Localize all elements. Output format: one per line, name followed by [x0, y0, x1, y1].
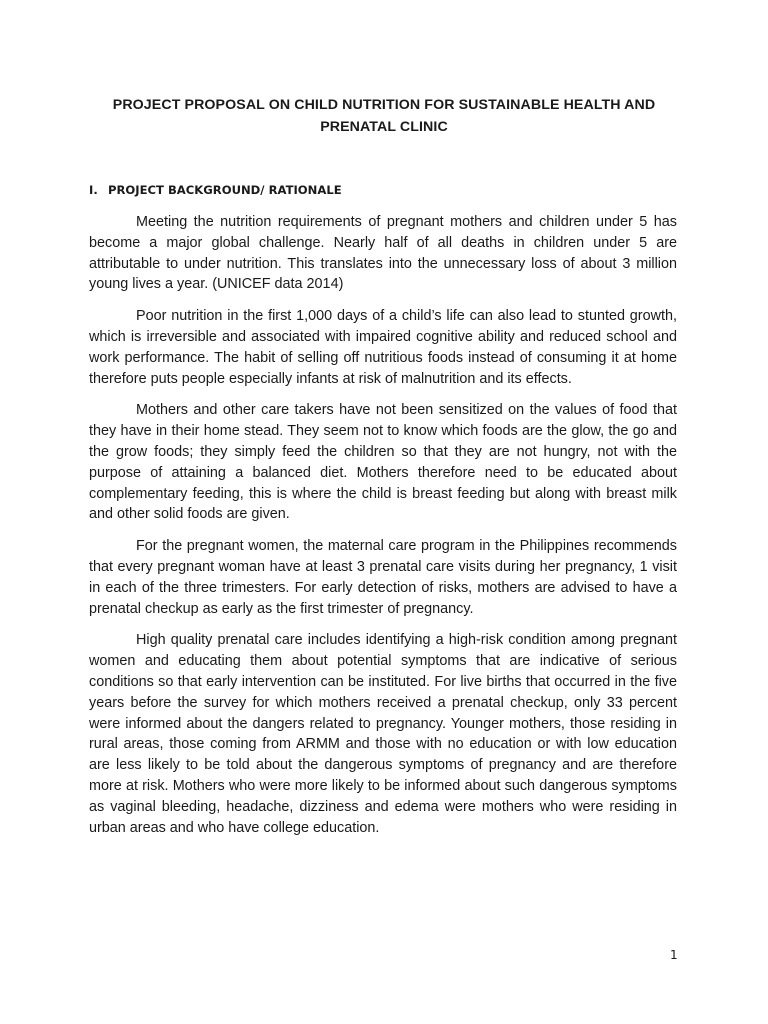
- paragraph-4: For the pregnant women, the maternal care program in the Philippines recommends that every pregnant woman have at least 3 prenatal care visits during her pregnancy, 1 visit in each of the three trimesters. For early detection of risks, mothers are advised to have a prenatal checkup as early as the first trimester of pregnancy.: [89, 538, 677, 617]
- paragraph-3: Mothers and other care takers have not been sensitized on the values of food that they have in their home stead. They seem not to know which foods are the glow, the go and the grow foods; they simply feed the children so that they are not hungry, not with the purpose of attaining a balanced diet. Mothers therefore need to be educated about complementary feeding, this is where the child is breast feeding but along with breast milk and other solid foods are given.: [89, 402, 677, 523]
- page-number: 1: [670, 948, 678, 962]
- paragraph-2: Poor nutrition in the first 1,000 days of a child’s life can also lead to stunted growth, which is irreversible and associated with impaired cognitive ability and reduced school and work performance. The habit of selling off nutritious foods instead of consuming it at home therefore puts people especially infants at risk of malnutrition and its effects.: [89, 308, 677, 387]
- section-heading-text: PROJECT BACKGROUND/ RATIONALE: [108, 183, 342, 197]
- paragraph-5: High quality prenatal care includes identifying a high-risk condition among pregnant women and educating them about potential symptoms that are indicative of serious conditions so that early intervention can be instituted. For live births that occurred in the five years before the survey for which mothers received a prenatal checkup, only 33 percent were informed about the dangers related to pregnancy. Younger mothers, those residing in rural areas, those coming from ARMM and those with no education or with low education are less likely to be told about the dangerous symptoms of pregnancy and are therefore more at risk. Mothers who were more likely to be informed about such dangerous symptoms as vaginal bleeding, headache, dizziness and edema were mothers who were residing in urban areas and who have college education.: [89, 632, 677, 836]
- document-body: [89, 212, 677, 849]
- section-heading: [89, 181, 342, 199]
- document-title: PROJECT PROPOSAL ON CHILD NUTRITION FOR SUSTAINABLE HEALTH AND PRENATAL CLINIC: [112, 97, 656, 135]
- section-number: I.: [89, 183, 98, 197]
- paragraph-1: Meeting the nutrition requirements of pregnant mothers and children under 5 has become a major global challenge. Nearly half of all deaths in children under 5 are attributable to under nutrition. This translates into the unnecessary loss of about 3 million young lives a year. (UNICEF data 2014): [89, 214, 677, 293]
